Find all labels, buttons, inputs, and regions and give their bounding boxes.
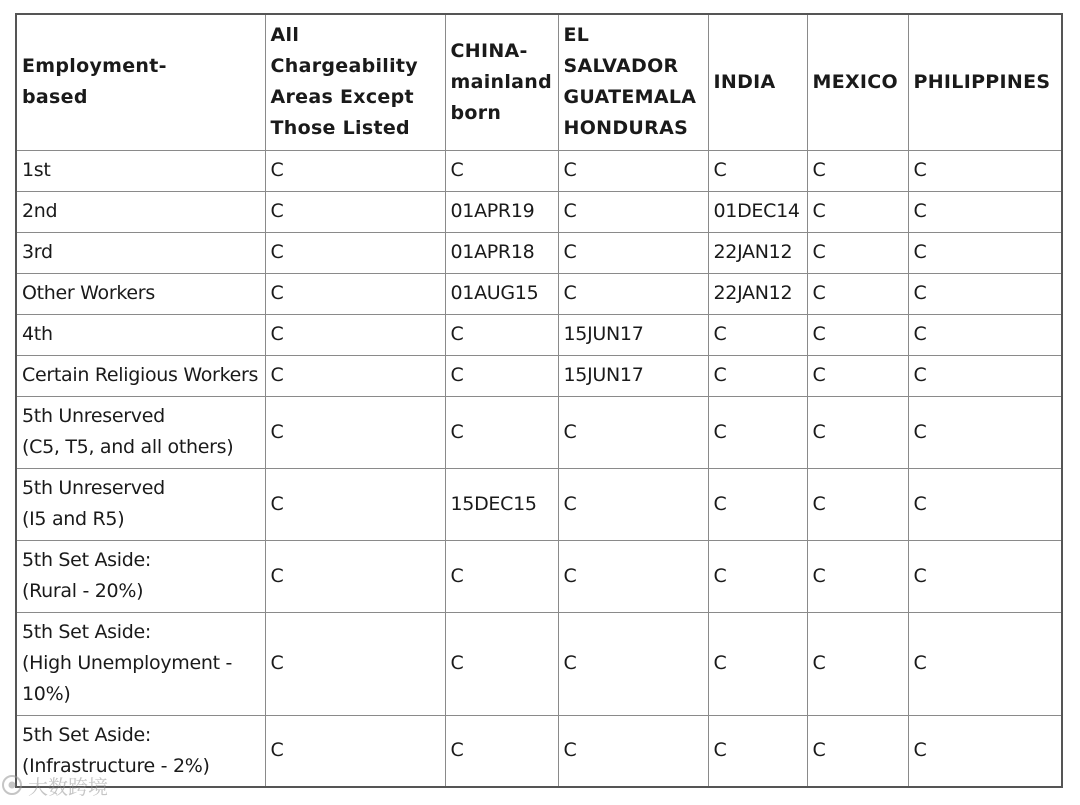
table-header-row — [16, 14, 1062, 150]
header-line: Those Listed — [270, 117, 410, 140]
cell-line: C — [563, 492, 577, 515]
header-china — [445, 14, 558, 150]
cell-line: 5th Unreserved — [22, 405, 165, 427]
cell-line: C — [563, 159, 577, 181]
header-india — [708, 14, 807, 150]
date-cell — [445, 191, 558, 232]
cell-line: C — [713, 420, 727, 443]
cell-line: C — [270, 564, 284, 587]
cell-line: 10%) — [22, 683, 71, 705]
date-cell — [558, 232, 708, 273]
row-category-cell — [16, 232, 265, 273]
date-cell — [558, 191, 708, 232]
date-cell — [445, 355, 558, 396]
date-cell — [807, 468, 908, 540]
cell-line: C — [563, 564, 577, 587]
date-cell — [908, 273, 1062, 314]
cell-line: C — [563, 241, 577, 263]
date-cell — [807, 355, 908, 396]
cell-line: C — [713, 564, 727, 587]
cell-line: C — [812, 200, 826, 222]
row-category-cell — [16, 355, 265, 396]
cell-line: C — [270, 159, 284, 181]
cell-line: 01DEC14 — [713, 200, 800, 222]
cell-line: C — [713, 323, 727, 345]
row-category-cell — [16, 191, 265, 232]
date-cell — [445, 540, 558, 612]
cell-line: C — [563, 200, 577, 222]
cell-line: C — [812, 323, 826, 345]
date-cell — [445, 468, 558, 540]
date-cell — [708, 540, 807, 612]
date-cell — [265, 715, 445, 787]
date-cell — [908, 468, 1062, 540]
date-cell — [558, 612, 708, 715]
date-cell — [807, 612, 908, 715]
date-cell — [908, 232, 1062, 273]
cell-line: 01APR18 — [450, 241, 535, 263]
cell-line: C — [450, 420, 464, 443]
cell-line: 5th Unreserved — [22, 477, 165, 499]
date-cell — [708, 273, 807, 314]
header-line: GUATEMALA — [563, 86, 697, 109]
date-cell — [708, 191, 807, 232]
row-category-cell — [16, 314, 265, 355]
table-row — [16, 715, 1062, 787]
table-row — [16, 273, 1062, 314]
date-cell — [807, 540, 908, 612]
cell-line: (Rural - 20%) — [22, 580, 144, 602]
cell-line: C — [713, 652, 727, 674]
table-row — [16, 150, 1062, 191]
date-cell — [908, 150, 1062, 191]
cell-line: 5th Set Aside: — [22, 549, 151, 571]
date-cell — [558, 150, 708, 191]
watermark-text: 大数跨境 — [28, 774, 108, 799]
date-cell — [708, 150, 807, 191]
date-cell — [908, 191, 1062, 232]
header-line: EL — [563, 24, 590, 47]
row-category-cell — [16, 715, 265, 787]
cell-line: C — [913, 364, 927, 386]
cell-line: C — [913, 323, 927, 345]
date-cell — [708, 314, 807, 355]
table-body — [16, 150, 1062, 787]
date-cell — [807, 232, 908, 273]
header-line: INDIA — [713, 70, 776, 93]
cell-line: C — [450, 739, 464, 762]
table-row — [16, 355, 1062, 396]
header-line: All — [270, 24, 300, 47]
header-line: SALVADOR — [563, 55, 679, 78]
cell-line: C — [450, 159, 464, 181]
date-cell — [807, 273, 908, 314]
cell-line: C — [270, 492, 284, 515]
header-line: born — [450, 101, 502, 124]
row-category-cell — [16, 273, 265, 314]
table-row — [16, 191, 1062, 232]
cell-line: C — [563, 282, 577, 304]
header-all-chargeability — [265, 14, 445, 150]
cell-line: 15DEC15 — [450, 492, 537, 515]
cell-line: C — [270, 420, 284, 443]
cell-line: C — [713, 739, 727, 762]
cell-line: 22JAN12 — [713, 282, 793, 304]
date-cell — [445, 314, 558, 355]
row-category-cell — [16, 612, 265, 715]
cell-line: C — [270, 241, 284, 263]
header-philippines — [908, 14, 1062, 150]
cell-line: C — [563, 652, 577, 674]
date-cell — [908, 396, 1062, 468]
date-cell — [708, 396, 807, 468]
date-cell — [708, 468, 807, 540]
cell-line: C — [812, 739, 826, 762]
date-cell — [558, 715, 708, 787]
header-line: Chargeability — [270, 55, 418, 78]
cell-line: 1st — [22, 159, 51, 181]
cell-line: C — [563, 420, 577, 443]
cell-line: C — [913, 564, 927, 587]
cell-line: 15JUN17 — [563, 323, 644, 345]
date-cell — [445, 715, 558, 787]
cell-line: C — [913, 739, 927, 762]
row-category-cell — [16, 150, 265, 191]
date-cell — [708, 232, 807, 273]
cell-line: Other Workers — [22, 282, 155, 304]
cell-line: 5th Set Aside: — [22, 621, 151, 643]
cell-line: C — [450, 652, 464, 674]
cell-line: C — [812, 364, 826, 386]
cell-line: C — [713, 159, 727, 181]
table-row — [16, 396, 1062, 468]
row-category-cell — [16, 396, 265, 468]
cell-line: Certain Religious Workers — [22, 364, 259, 386]
cell-line: C — [913, 282, 927, 304]
header-line: based — [22, 86, 88, 109]
date-cell — [708, 715, 807, 787]
date-cell — [265, 191, 445, 232]
cell-line: 5th Set Aside: — [22, 723, 151, 746]
cell-line: 01AUG15 — [450, 282, 539, 304]
row-category-cell — [16, 468, 265, 540]
date-cell — [445, 612, 558, 715]
date-cell — [265, 232, 445, 273]
cell-line: (C5, T5, and all others) — [22, 436, 234, 458]
cell-line: 15JUN17 — [563, 364, 644, 386]
date-cell — [265, 150, 445, 191]
cell-line: C — [913, 492, 927, 515]
row-category-cell — [16, 540, 265, 612]
date-cell — [445, 232, 558, 273]
cell-line: C — [270, 282, 284, 304]
date-cell — [708, 612, 807, 715]
header-line: PHILIPPINES — [913, 70, 1051, 93]
header-mexico — [807, 14, 908, 150]
date-cell — [908, 355, 1062, 396]
cell-line: C — [270, 739, 284, 762]
cell-line: (I5 and R5) — [22, 508, 125, 530]
cell-line: C — [913, 200, 927, 222]
date-cell — [908, 715, 1062, 787]
cell-line: 4th — [22, 323, 53, 345]
cell-line: C — [812, 492, 826, 515]
cell-line: C — [450, 323, 464, 345]
cell-line: C — [812, 159, 826, 181]
cell-line: C — [563, 739, 577, 762]
date-cell — [265, 396, 445, 468]
date-cell — [445, 396, 558, 468]
cell-line: C — [913, 652, 927, 674]
date-cell — [908, 612, 1062, 715]
cell-line: C — [450, 364, 464, 386]
date-cell — [558, 540, 708, 612]
table-row — [16, 232, 1062, 273]
cell-line: C — [713, 492, 727, 515]
date-cell — [265, 612, 445, 715]
date-cell — [558, 314, 708, 355]
date-cell — [445, 150, 558, 191]
cell-line: C — [913, 420, 927, 443]
cell-line: 3rd — [22, 241, 53, 263]
date-cell — [558, 355, 708, 396]
cell-line: C — [812, 282, 826, 304]
cell-line: C — [450, 564, 464, 587]
date-cell — [558, 273, 708, 314]
date-cell — [265, 468, 445, 540]
cell-line: (High Unemployment - — [22, 652, 233, 674]
date-cell — [445, 273, 558, 314]
cell-line: 01APR19 — [450, 200, 535, 222]
header-line: HONDURAS — [563, 117, 689, 140]
cell-line: C — [270, 652, 284, 674]
table-row — [16, 540, 1062, 612]
table-row — [16, 468, 1062, 540]
header-line: Areas Except — [270, 86, 414, 109]
cell-line: (Infrastructure - 2%) — [22, 754, 210, 777]
date-cell — [908, 314, 1062, 355]
cell-line: C — [270, 200, 284, 222]
cell-line: C — [913, 241, 927, 263]
date-cell — [807, 396, 908, 468]
date-cell — [807, 314, 908, 355]
cell-line: C — [812, 564, 826, 587]
cell-line: C — [913, 159, 927, 181]
header-employment-based — [16, 14, 265, 150]
date-cell — [558, 468, 708, 540]
cell-line: C — [812, 241, 826, 263]
date-cell — [807, 150, 908, 191]
table-row — [16, 612, 1062, 715]
header-line: MEXICO — [812, 70, 899, 93]
date-cell — [265, 273, 445, 314]
header-el-salvador-guatemala-honduras — [558, 14, 708, 150]
visa-bulletin-table-container — [15, 13, 1061, 788]
date-cell — [908, 540, 1062, 612]
date-cell — [558, 396, 708, 468]
date-cell — [708, 355, 807, 396]
cell-line: C — [270, 364, 284, 386]
header-line: mainland — [450, 70, 553, 93]
cell-line: 22JAN12 — [713, 241, 793, 263]
cell-line: C — [270, 323, 284, 345]
header-line: Employment- — [22, 55, 167, 78]
cell-line: C — [812, 420, 826, 443]
date-cell — [807, 715, 908, 787]
cell-line: C — [812, 652, 826, 674]
cell-line: 2nd — [22, 200, 58, 222]
date-cell — [807, 191, 908, 232]
employment-based-dates-table — [15, 13, 1063, 788]
date-cell — [265, 355, 445, 396]
date-cell — [265, 314, 445, 355]
date-cell — [265, 540, 445, 612]
header-line: CHINA- — [450, 39, 528, 62]
table-row — [16, 314, 1062, 355]
cell-line: C — [713, 364, 727, 386]
